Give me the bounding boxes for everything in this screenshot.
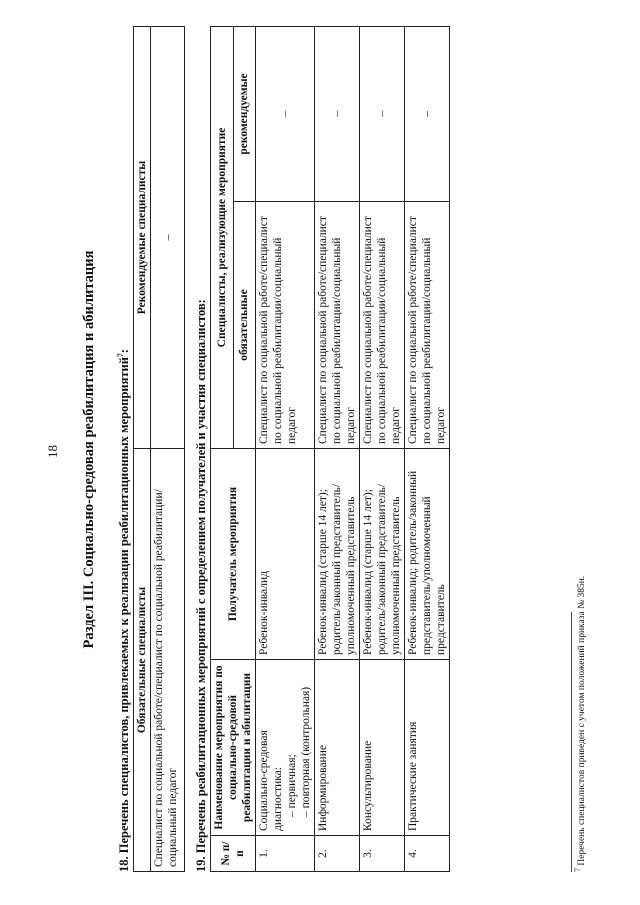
table-header-row [211,26,234,871]
required-specialists: Специалист по социальной работе/специалист по социальной реабилитации/социальный педагог [405,202,450,449]
footnote-reference: 7 [115,353,125,358]
footnote-separator [571,612,572,872]
recipient: Ребенок-инвалид (старше 14 лет); родитель/законный представитель/уполномоченный представитель [315,449,360,660]
activity-subitem: – первичная; [286,754,298,817]
table-row [360,26,405,871]
recipient: Ребенок-инвалид [256,449,315,660]
recipient: Ребенок-инвалид; родитель/законный представитель/уполномоченный представитель [405,449,450,660]
rotated-landscape-content [40,27,620,872]
activities-table [210,26,450,872]
page-number: 18 [45,445,60,458]
footnote-text: Перечень специалистов приведен с учетом положений приказа № 385н. [577,575,587,868]
table-row [256,26,315,871]
header-specialists: Специалисты, реализующие мероприятие [211,26,234,448]
activity-name [256,660,315,836]
activity-name: Информирование [315,660,360,836]
table-row [151,27,185,872]
header-recipient: Получатель мероприятия [211,449,256,660]
heading-18-text: 18. Перечень специалистов, привлекаемых к реализации реабилитационных мероприятий [117,357,131,872]
table-row [405,26,450,871]
header-recommended-specialists: Рекомендуемые специалисты [134,27,151,449]
recommended-specialists: – [405,26,450,201]
header-number: № п/п [211,836,256,872]
activity-subitem: – повторная (контрольная) [300,686,312,817]
recommended-specialists: – [256,26,315,201]
required-specialists-value: Специалист по социальной работе/специалист по социальной реабилитации/социальный педагог [151,449,185,872]
row-number: 2. [315,836,360,872]
row-number: 4. [405,836,450,872]
header-required-specialists: Обязательные специалисты [134,449,151,872]
footnote [572,575,587,872]
table-row [315,26,360,871]
footnote-mark: 7 [572,868,582,872]
row-number: 3. [360,836,405,872]
header-required: обязательные [233,202,256,449]
activity-name: Практические занятия [405,660,450,836]
activity-title: Социально-средовая диагностика: [258,730,284,831]
required-specialists: Специалист по социальной работе/специалист по социальной реабилитации/социальный педагог [315,202,360,449]
table-header-row [134,27,151,872]
heading-18-suffix: : [117,348,131,354]
recommended-specialists-value: – [151,27,185,449]
header-activity-name: Наименование мероприятия по социально-средовой реабилитации и абилитации [211,660,256,836]
row-number: 1. [256,836,315,872]
header-recommended: рекомендуемые [233,26,256,201]
heading-18 [117,349,132,872]
specialists-table [133,26,185,872]
required-specialists: Специалист по социальной работе/специалист по социальной реабилитации/социальный педагог [360,202,405,449]
required-specialists: Специалист по социальной работе/специалист по социальной реабилитации/социальный педагог [256,202,315,449]
recipient: Ребенок-инвалид (старше 14 лет); родитель/законный представитель/уполномоченный представитель [360,449,405,660]
activity-name: Консультирование [360,660,405,836]
section-title: Раздел III. Социально-средовая реабилитация и абилитация [81,250,97,649]
recommended-specialists: – [360,26,405,201]
heading-19: 19. Перечень реабилитационных мероприятий с определением получателей и участия специалистов: [194,299,208,872]
recommended-specialists: – [315,26,360,201]
